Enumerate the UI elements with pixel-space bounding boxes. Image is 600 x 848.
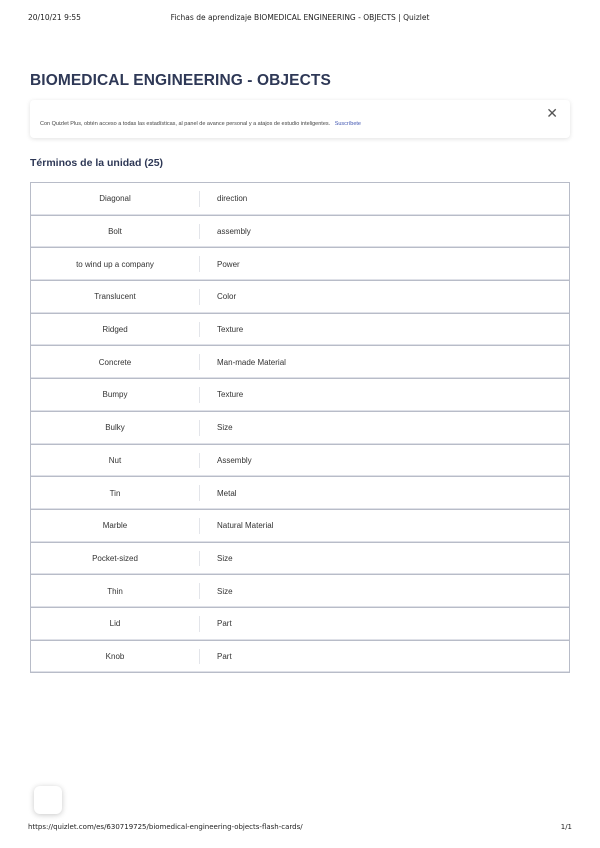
term-text: Bolt — [108, 227, 122, 237]
term-row — [30, 346, 570, 379]
term-text: to wind up a company — [76, 259, 154, 269]
definition-text: Size — [217, 423, 233, 433]
term-text: Diagonal — [99, 194, 131, 204]
row-divider — [199, 387, 200, 403]
definition-text: Size — [217, 586, 233, 596]
row-divider — [199, 485, 200, 501]
definition-text: Size — [217, 553, 233, 563]
page-title: BIOMEDICAL ENGINEERING - OBJECTS — [30, 72, 331, 89]
row-divider — [199, 518, 200, 534]
definition-text: Texture — [217, 390, 244, 400]
row-divider — [199, 322, 200, 338]
term-row — [30, 445, 570, 478]
term-text: Pocket-sized — [92, 553, 138, 563]
term-text: Nut — [108, 455, 122, 465]
row-divider — [199, 551, 200, 567]
close-icon[interactable]: ✕ — [546, 105, 558, 121]
print-footer — [28, 823, 572, 835]
term-row — [30, 575, 570, 608]
row-divider — [199, 191, 200, 207]
banner-message: Con Quizlet Plus, obtén acceso a todas las estadísticas, al panel de avance personal y a atajos de estudio inteligentes. — [40, 121, 331, 127]
terms-section-title: Términos de la unidad (25) — [30, 157, 164, 169]
definition-text: Part — [217, 619, 232, 629]
print-header — [28, 13, 572, 25]
print-url: https://quizlet.com/es/630719725/biomedical-engineering-objects-flash-cards/ — [28, 823, 303, 831]
upsell-banner — [30, 100, 570, 138]
term-text: Bumpy — [102, 390, 128, 400]
term-text: Knob — [105, 651, 125, 661]
term-row — [30, 281, 570, 314]
row-divider — [199, 354, 200, 370]
definition-text: Metal — [217, 488, 237, 498]
row-divider — [199, 649, 200, 665]
definition-text: Part — [217, 651, 232, 661]
term-row — [30, 379, 570, 412]
row-divider — [199, 583, 200, 599]
term-row — [30, 216, 570, 249]
term-row — [30, 183, 570, 216]
subscribe-link[interactable]: Suscríbete — [334, 121, 361, 127]
term-row — [30, 510, 570, 543]
term-text: Ridged — [102, 325, 128, 335]
definition-text: Man-made Material — [217, 357, 286, 367]
term-text: Translucent — [94, 292, 136, 302]
page-count: 1/1 — [560, 823, 572, 831]
terms-list — [30, 182, 570, 673]
definition-text: Assembly — [217, 455, 252, 465]
definition-text: Color — [217, 292, 237, 302]
row-divider — [199, 420, 200, 436]
print-datetime: 20/10/21 9:55 — [28, 13, 81, 22]
row-divider — [199, 256, 200, 272]
term-row — [30, 314, 570, 347]
row-divider — [199, 289, 200, 305]
term-text: Lid — [109, 619, 121, 629]
definition-text: Power — [217, 259, 240, 269]
term-text: Tin — [109, 488, 121, 498]
term-text: Bulky — [105, 423, 125, 433]
definition-text: assembly — [217, 227, 251, 237]
term-text: Concrete — [98, 357, 132, 367]
term-text: Marble — [102, 521, 128, 531]
term-row — [30, 412, 570, 445]
definition-text: direction — [217, 194, 248, 204]
definition-text: Natural Material — [217, 521, 274, 531]
print-page-title: Fichas de aprendizaje BIOMEDICAL ENGINEERING - OBJECTS | Quizlet — [170, 13, 430, 22]
term-row — [30, 248, 570, 281]
term-row — [30, 543, 570, 576]
term-text: Thin — [107, 586, 123, 596]
term-row — [30, 608, 570, 641]
term-row — [30, 641, 570, 674]
row-divider — [199, 224, 200, 240]
floating-button[interactable] — [34, 786, 62, 814]
row-divider — [199, 616, 200, 632]
definition-text: Texture — [217, 325, 244, 335]
term-row — [30, 477, 570, 510]
row-divider — [199, 453, 200, 469]
banner-message-container — [40, 121, 361, 127]
